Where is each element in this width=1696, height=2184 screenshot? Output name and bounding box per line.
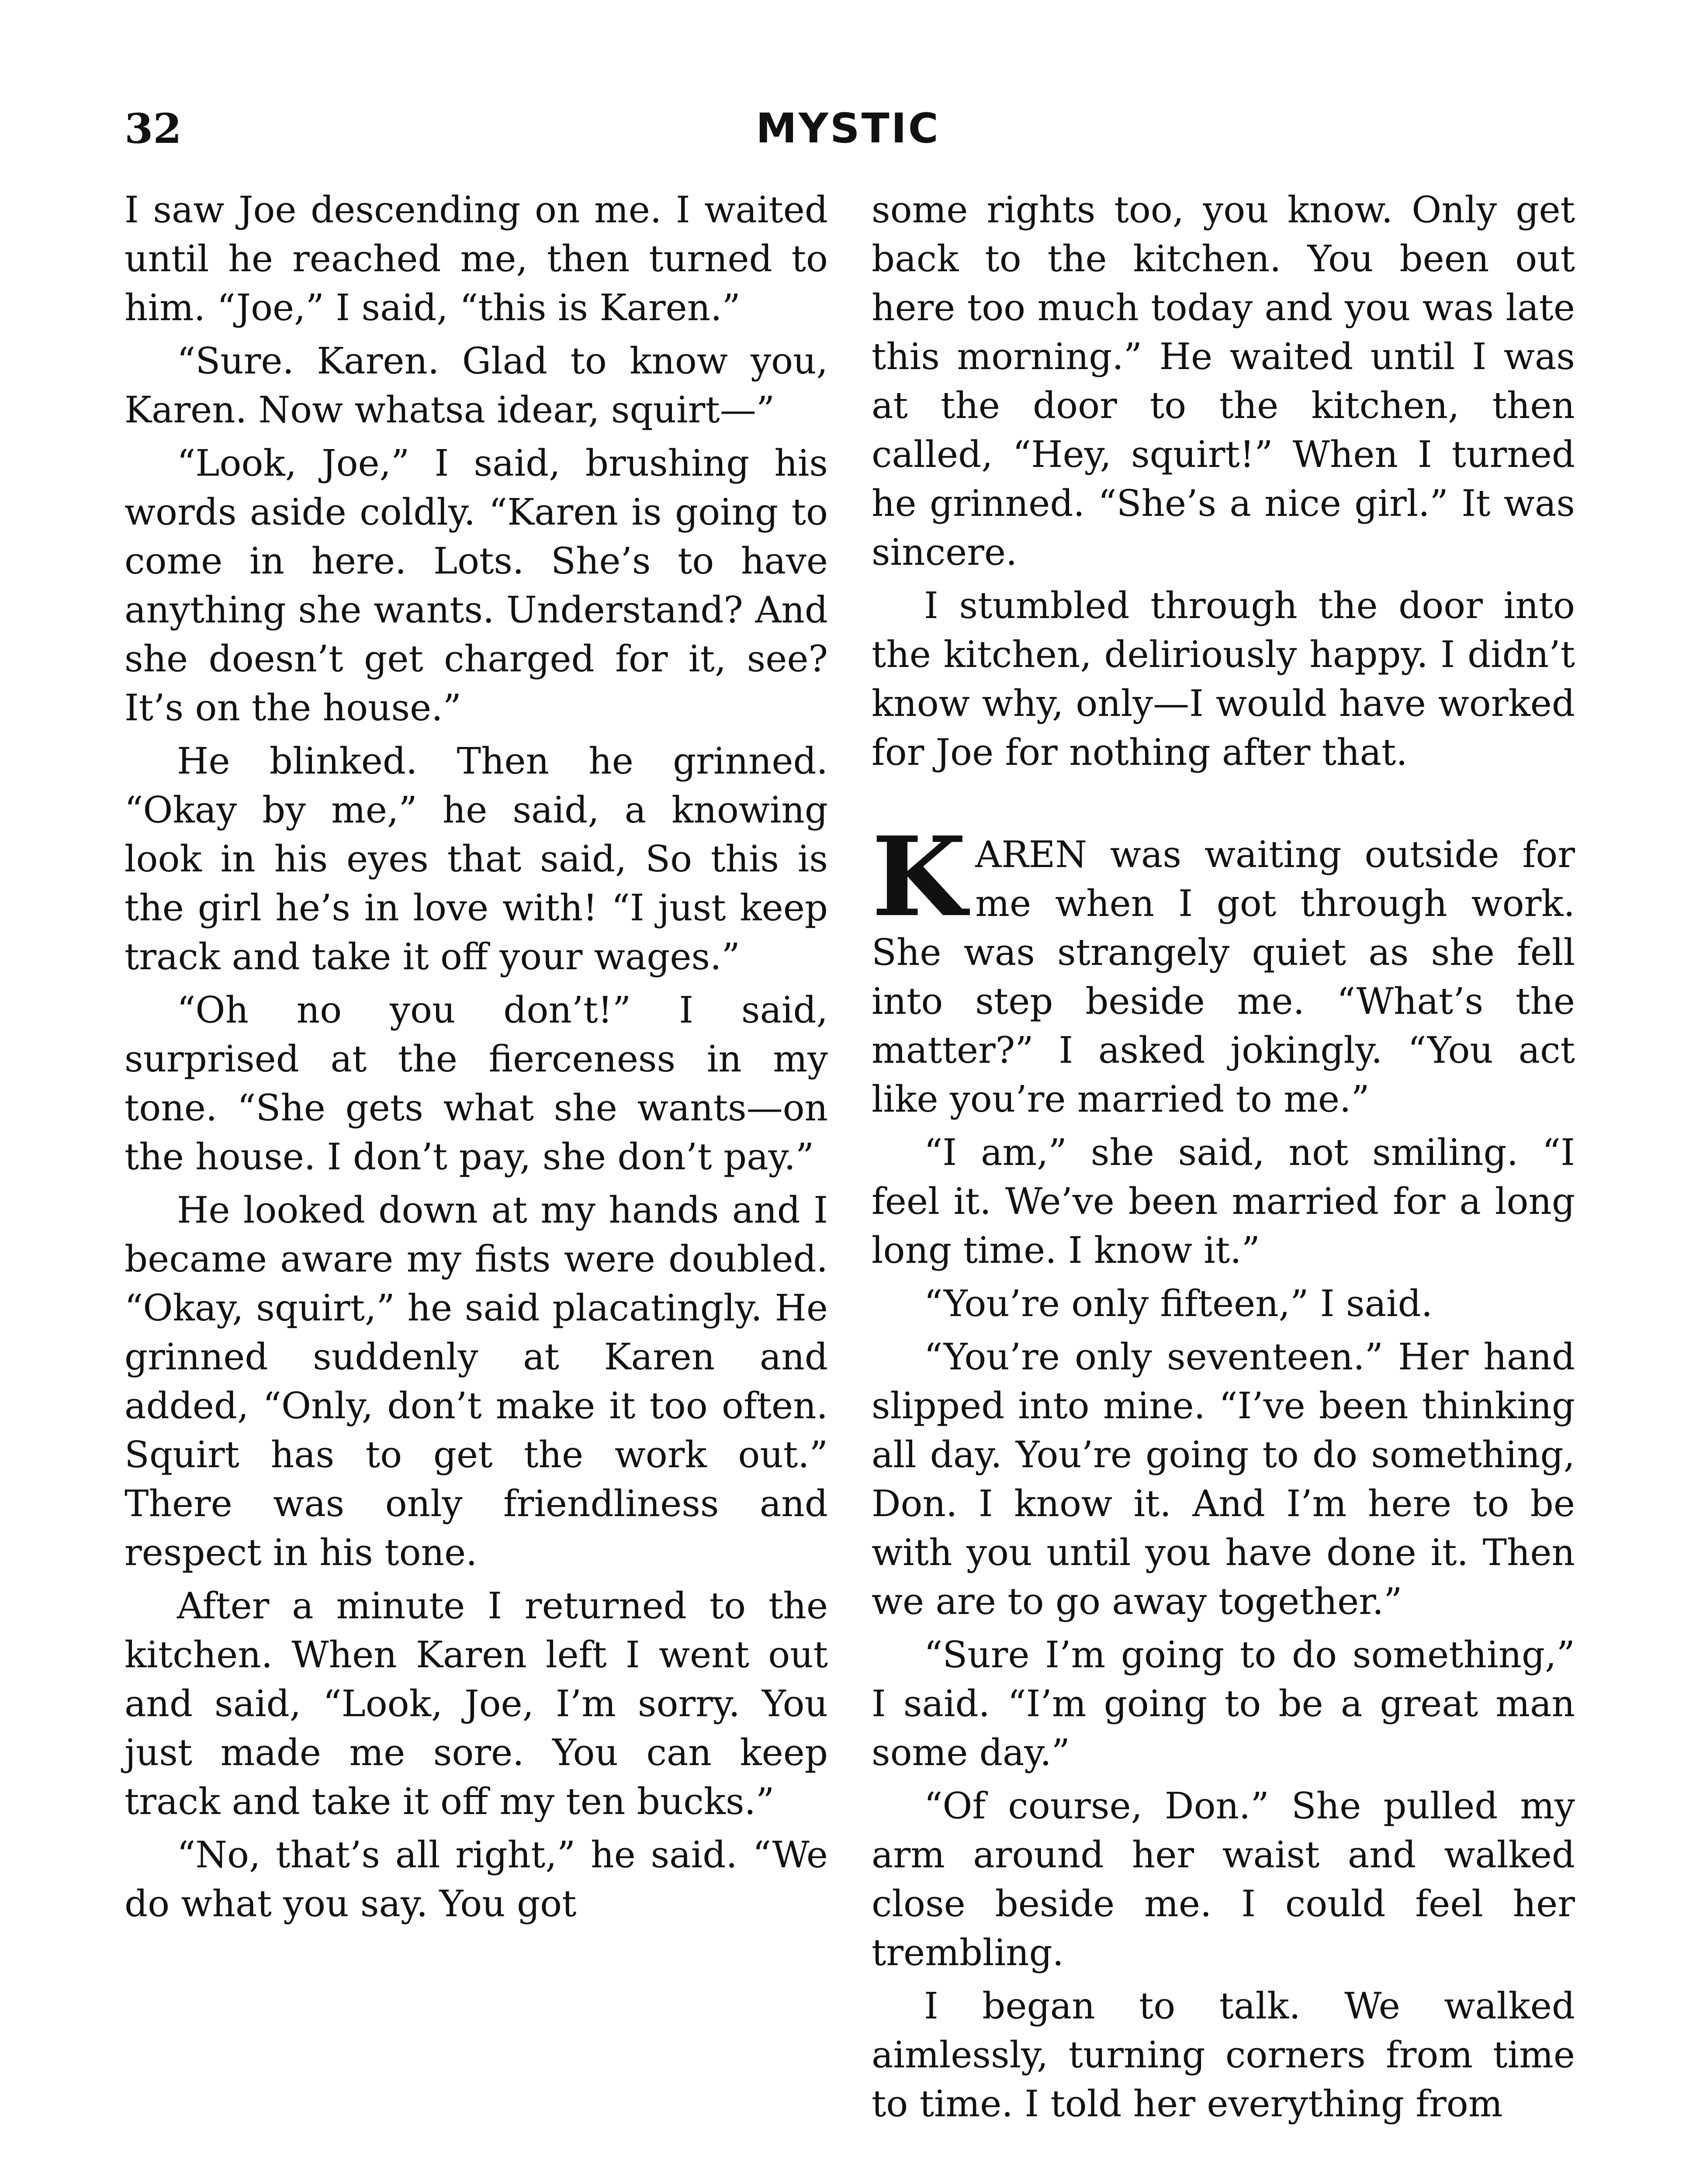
paragraph: “Sure I’m going to do something,” I said. “I’m going to be a great man some day.”	[872, 1634, 1575, 1774]
paragraph: He blinked. Then he grinned. “Okay by me,” he said, a knowing look in his eyes that said, So this is the girl he’s in love with! “I just keep track and take it off your wages.”	[125, 740, 828, 978]
section-break	[872, 781, 1575, 830]
paragraph: I stumbled through the door into the kitchen, deliriously happy. I didn’t know why, only—I would have worked for Joe for nothing after that.	[872, 584, 1575, 774]
paragraph: I began to talk. We walked aimlessly, turning corners from time to time. I told her everything from	[872, 1985, 1575, 2125]
paragraph: “You’re only fifteen,” I said.	[924, 1282, 1433, 1325]
paragraph: After a minute I returned to the kitchen. When Karen left I went out and said, “Look, Joe, I’m sorry. You just made me sore. You can keep track and take it off my ten bucks.”	[125, 1585, 828, 1823]
section-opening-paragraph	[872, 812, 1575, 1124]
paragraph: “No, that’s all right,” he said. “We do what you say. You got	[125, 1834, 828, 1925]
section-opening-text: AREN was waiting outside for me when I got through work. She was strangely quiet as she fell into step beside me. “What’s the matter?” I asked jokingly. “You act like you’re married to me.”	[872, 833, 1575, 1120]
page-header	[0, 98, 1696, 159]
right-column	[872, 186, 1575, 2133]
paragraph: “I am,” she said, not smiling. “I feel it. We’ve been married for a long long time. I know it.”	[872, 1131, 1575, 1272]
running-title: MYSTIC	[756, 105, 940, 152]
drop-cap: K	[872, 812, 967, 941]
paragraph: “Of course, Don.” She pulled my arm around her waist and walked close beside me. I could feel her trembling.	[872, 1785, 1575, 1974]
left-column	[125, 186, 828, 1933]
paragraph: some rights too, you know. Only get back to the kitchen. You been out here too much today and you was late this morning.” He waited until I was at the door to the kitchen, then called, “Hey, squirt!” When I turned he grinned. “She’s a nice girl.” It was sincere.	[872, 189, 1575, 574]
paragraph: “Oh no you don’t!” I said, surprised at the fierceness in my tone. “She gets what she wants—on the house. I don’t pay, she don’t pay.”	[125, 989, 828, 1178]
paragraph: “Look, Joe,” I said, brushing his words aside coldly. “Karen is going to come in here. Lots. She’s to have anything she wants. Understand? And she doesn’t get charged for it, see? It’s on the house.”	[125, 442, 828, 729]
paragraph: “You’re only seventeen.” Her hand slipped into mine. “I’ve been thinking all day. You’re going to do something, Don. I know it. And I’m here to be with you until you have done it. Then we are to go away together.”	[872, 1336, 1575, 1623]
paragraph: “Sure. Karen. Glad to know you, Karen. Now whatsa idear, squirt—”	[125, 340, 828, 431]
paragraph: He looked down at my hands and I became aware my fists were doubled. “Okay, squirt,” he said placatingly. He grinned suddenly at Karen and added, “Only, don’t make it too often. Squirt has to get the work out.” There was only friendliness and respect in his tone.	[125, 1189, 828, 1574]
paragraph: I saw Joe descending on me. I waited until he reached me, then turned to him. “Joe,” I said, “this is Karen.”	[125, 189, 828, 329]
page-number: 32	[125, 105, 182, 153]
